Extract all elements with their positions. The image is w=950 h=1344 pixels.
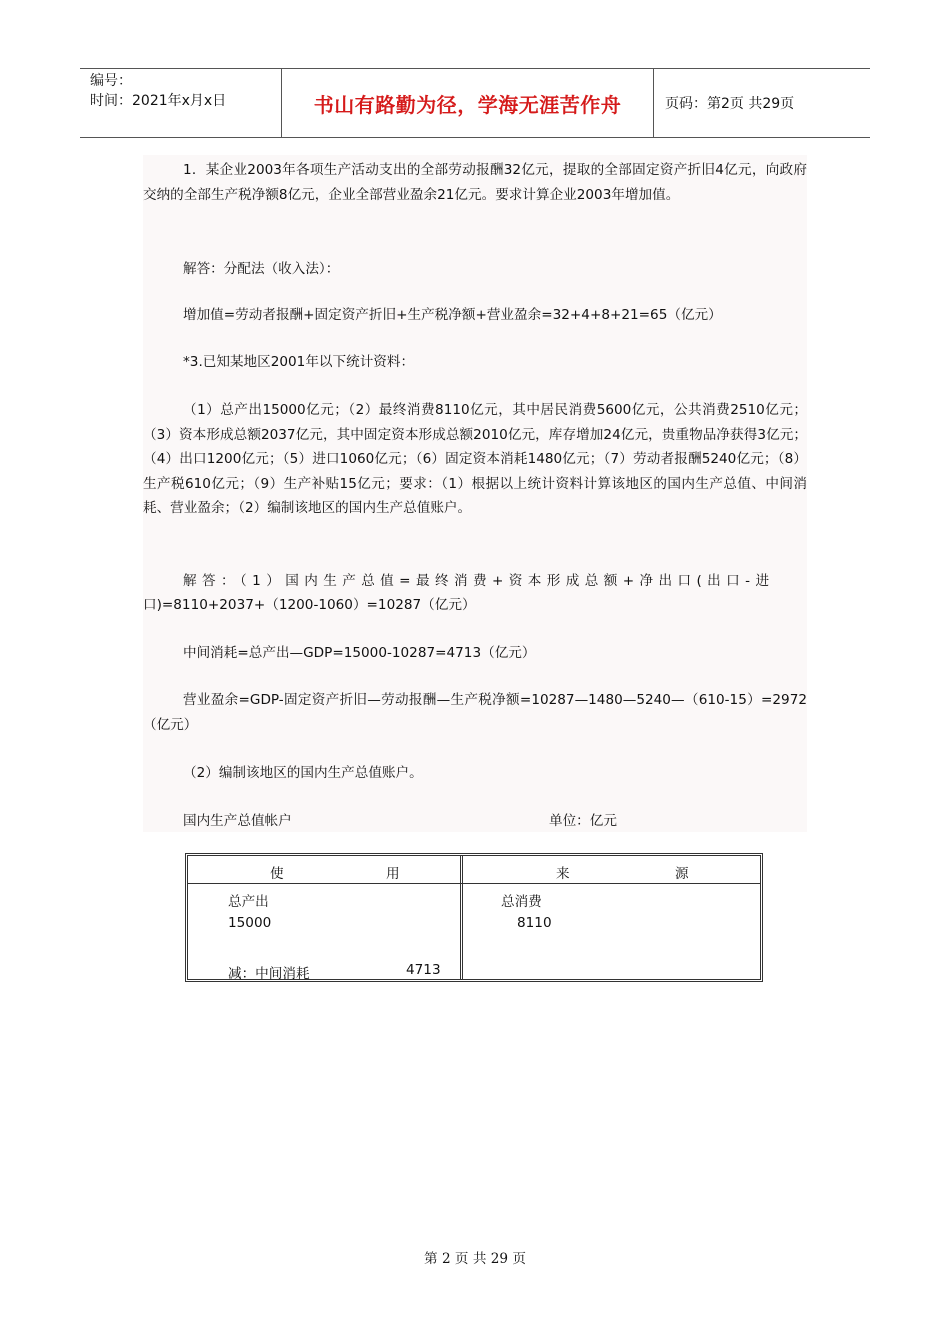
intermediate-consumption-label: 减：中间消耗: [228, 966, 310, 982]
page-footer: 第 2 页 共 29 页: [424, 1251, 526, 1267]
document-time-label: 时间：2021年x月x日: [90, 93, 227, 109]
answer-3-surplus: 营业盈余=GDP-固定资产折旧—劳动报酬—生产税净额=10287—1480—5240—（610-15）=2972（亿元）: [143, 692, 807, 733]
header-motto: 书山有路勤为径，学海无涯苦作舟: [313, 93, 622, 117]
total-consumption-value: 8110: [517, 915, 552, 931]
source-header-char1: 来: [556, 866, 570, 882]
answer-3-gdp-line1: 解答：（1）国内生产总值=最终消费+资本形成总额+净出口(出口-进: [183, 573, 775, 589]
answer-3-gdp-line2: 口)=8110+2037+（1200-1060）=10287（亿元）: [143, 597, 476, 613]
total-consumption-label: 总消费: [501, 894, 542, 910]
answer-3-intermediate: 中间消耗=总产出—GDP=15000-10287=4713（亿元）: [183, 645, 536, 661]
use-header-char1: 使: [270, 866, 284, 882]
question-3-intro: *3.已知某地区2001年以下统计资料：: [183, 354, 415, 370]
header-page-info: 页码：第2页 共29页: [665, 96, 795, 112]
total-output-value: 15000: [228, 915, 272, 931]
document-number-label: 编号：: [90, 73, 132, 89]
header-meta: [90, 71, 226, 111]
answer-1-formula: 增加值=劳动者报酬+固定资产折旧+生产税净额+营业盈余=32+4+8+21=65（亿元）: [183, 307, 722, 323]
account-unit: 单位：亿元: [549, 813, 617, 829]
source-header-char2: 源: [675, 866, 689, 882]
page-header: [80, 68, 870, 138]
intermediate-consumption-value: 4713: [406, 962, 441, 978]
answer-1-method: 解答：分配法（收入法）：: [183, 261, 340, 277]
total-output-label: 总产出: [228, 894, 269, 910]
account-title: 国内生产总值帐户: [183, 813, 292, 829]
use-header-char2: 用: [386, 866, 400, 882]
question-1: 1．某企业2003年各项生产活动支出的全部劳动报酬32亿元，提取的全部固定资产折旧4亿元，向政府交纳的全部生产税净额8亿元，企业全部营业盈余21亿元。要求计算企业2003年增加值。: [143, 162, 807, 203]
document-body: [143, 155, 807, 832]
gdp-account-table: [185, 853, 763, 982]
header-divider: [653, 69, 654, 137]
table-header-row: [188, 856, 760, 884]
table-column-divider: [460, 856, 463, 979]
answer-3-part2: （2）编制该地区的国内生产总值账户。: [183, 765, 423, 781]
question-3-data: （1）总产出15000亿元；（2）最终消费8110亿元，其中居民消费5600亿元，公共消费2510亿元；（3）资本形成总额2037亿元，其中固定资本形成总额2010亿元，库存增加24亿元，贵重物品净获得3亿元；（4）出口1200亿元；（5）进口1060亿元；（6）固定资本消耗1480亿元；（7）劳动者报酬5240亿元；（8）生产税610亿元；（9）生产补贴15亿元；要求：（1）根据以上统计资料计算该地区的国内生产总值、中间消耗、营业盈余；（2）编制该地区的国内生产总值账户。: [143, 402, 807, 516]
